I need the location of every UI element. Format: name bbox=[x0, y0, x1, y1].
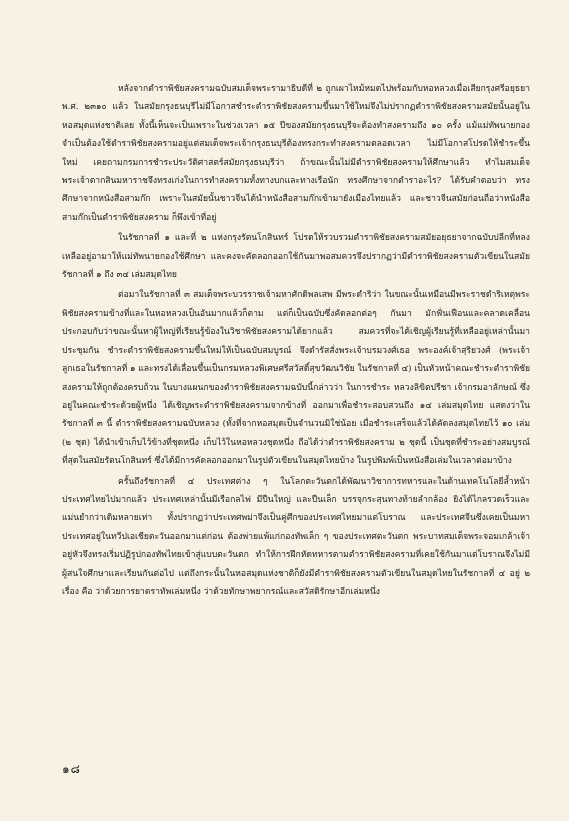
paragraph: ครั้นถึงรัชกาลที่ ๔ ประเทศต่าง ๆ ในโลกตะวันตกได้พัฒนาวิชาการทหารและในด้านเทคโนโลยีล้ำหน้าประเทศไทยไปมากแล้ว ประเทศเหล่านั้นมีเรือกลไฟ มีปืนใหญ่ และปืนเล็ก บรรจุกระสุนทางท้ายลำกล้อง ยิงได้ไกลรวดเร็วและแม่นยำกว่าเดิมหลายเท่า ทั้งปรากฏว่าประเทศพม่าจึงเป็นคู่ศึกของประเทศไทยมาแต่โบราณ และประเทศจีนซึ่งเคยเป็นมหาประเทศอยู่ในทวีปเอเชียตะวันออกมาแต่ก่อน ต้องพ่ายแพ้แก่กองทัพเล็ก ๆ ของประเทศตะวันตก พระบาทสมเด็จพระจอมเกล้าเจ้าอยู่หัวจึงทรงเริ่มปฏิรูปกองทัพไทยเข้าสู่แบบตะวันตก ทำให้การฝึกหัดทหารตามตำราพิชัยสงครามที่เคยใช้กันมาแต่โบราณจึงไม่มีผู้สนใจศึกษาและเรียนกันต่อไป แต่ถึงกระนั้นในหอสมุดแห่งชาติก็ยังมีตำราพิชัยสงครามตัวเขียนในสมุดไทยในรัชกาลที่ ๔ อยู่ ๒ เรื่อง คือ ว่าด้วยการยาตราทัพเล่มหนึ่ง ว่าด้วยทักษาพยากรณ์และสวัสดิรักษาอีกเล่มหนึ่ง bbox=[62, 476, 530, 597]
page-number: ๑๘ bbox=[62, 762, 81, 776]
paragraph: ในรัชกาลที่ ๑ และที่ ๒ แห่งกรุงรัตนโกสินทร์ โปรดให้รวบรวมตำราพิชัยสงครามสมัยอยุธยาจากฉบับปลีกที่หลงเหลืออยู่อามาให้แม่ทัพนายกองใช้ศึกษา และคงจะคัดลอกออกใช้กันมาพอสมควรจึงปรากฏว่ามีตำราพิชัยสงครามตัวเขียนในสมัยรัชกาลที่ ๑ ถึง ๓๔ เล่มสมุดไทย bbox=[62, 233, 530, 281]
paragraph: หลังจากตำราพิชัยสงครามฉบับสมเด็จพระรามาธิบดีที่ ๒ ถูกเผาไหม้หมดไปพร้อมกับหอหลวงเมื่อเสียกรุงศรีอยุธยา พ.ศ. ๒๓๑๐ แล้ว ในสมัยกรุงธนบุรีไม่มีโอกาสชำระตำราพิชัยสงครามขึ้นมาใช้ใหม่จึงไม่ปรากฏตำราพิชัยสงครามสมัยนั้นอยู่ในหอสมุดแห่งชาติเลย ทั้งนี้เห็นจะเป็นเพราะในช่วงเวลา ๑๕ ปีของสมัยกรุงธนบุรีจะต้องทำสงครามถึง ๑๐ ครั้ง แม้แม่ทัพนายกองจำเป็นต้องใช้ตำราพิชัยสงครามอยู่แต่สมเด็จพระเจ้ากรุงธนบุรีต้องทรงกระทำสงครามตลอดเวลา ไม่มีโอกาสโปรดให้ชำระขึ้นใหม่ เคยถามกรมการชำระประวัติศาสตร์สมัยกรุงธนบุรีว่า ถ้าขณะนั้นไม่มีตำราพิชัยสงครามให้ศึกษาแล้ว ทำไมสมเด็จพระเจ้าตากสินมหาราชจึงทรงเก่งในการทำสงครามทั้งทางบกและทางเรือนัก ทรงศึกษาจากตำราอะไร? ได้รับคำตอบว่า ทรงศึกษาจากหนังสือสามก๊ก เพราะในสมัยนั้นชาวจีนได้นำหนังสือสามก๊กเข้ามายังเมืองไทยแล้ว และชาวจีนสมัยก่อนถือว่าหนังสือสามก๊กเป็นตำราพิชัยสงคราม ก็พึงเข้าที่อยู่ bbox=[62, 84, 530, 223]
body-text bbox=[62, 80, 530, 601]
paragraph: ต่อมาในรัชกาลที่ ๓ สมเด็จพระบวรราชเจ้ามหาศักดิพลเสพ มีพระดำริว่า ในขณะนั้นเหมือนมีพระราชดำริเหตุพระพิชัยสงครามข้างที่และในหอหลวงเป็นอันมากแล้วก็ตาม แต่ก็เป็นฉบับซึ่งคัดลอกต่อๆ กันมา มักฟั่นเฟือนและคลาดเคลื่อน ประกอบกับว่าขณะนั้นหาผู้ใหญ่ที่เรียนรู้ข้องในวิชาพิชัยสงครามได้ยากแล้ว สมควรที่จะได้เชิญผู้เรียนรู้ที่เหลืออยู่เหล่านั้นมาประชุมกัน ชำระตำราพิชัยสงครามขึ้นใหม่ให้เป็นฉบับสมบูรณ์ จึงดำรัสสั่งพระเจ้าบรมวงศ์เธอ พระองค์เจ้าสุริยวงศ์ (พระเจ้าลูกเธอในรัชกาลที่ ๑ และทรงได้เลื่อนขึ้นเป็นกรมหลวงพิเศษศรีสวัสดิ์สุขวัฒนวิชัย ในรัชกาลที่ ๔) เป็นหัวหน้าคณะชำระตำราพิชัยสงครามให้ถูกต้องครบถ้วน ในบางแผนกของตำราพิชัยสงครามฉบับนี้กล่าวว่า ในการชำระ หลวงลิขิตปรีชา เจ้ากรมอาลักษณ์ ซึ่งอยู่ในคณะชำระด้วยผู้หนึ่ง ได้เชิญพระตำราพิชัยสงครามจากข้างที่ ออกมาเพื่อชำระสอบสวนถึง ๑๔ เล่มสมุดไทย แสดงว่าในรัชกาลที่ ๓ นี้ ตำราพิชัยสงครามฉบับหลวง (ทั้งที่จากหอสมุดเป็นจำนวนมิใช่น้อย เมื่อชำระเสร็จแล้วได้คัดลงสมุดไทยไว้ ๑๐ เล่ม (๒ ชุด) ได้นำเข้าเก็บไว้ข้างที่ชุดหนึ่ง เก็บไว้ในหอหลวงชุดหนึ่ง ถือได้ว่าตำราพิชัยสงคราม ๒ ชุดนี้ เป็นชุดที่ชำระอย่างสมบูรณ์ที่สุดในสมัยรัตนโกสินทร์ ซึ่งได้มีการคัดลอกออกมาในรูปตัวเขียนในสมุดไทยบ้าง ในรูปพิมพ์เป็นหนังสือเล่มในเวลาต่อมาบ้าง bbox=[62, 290, 530, 467]
